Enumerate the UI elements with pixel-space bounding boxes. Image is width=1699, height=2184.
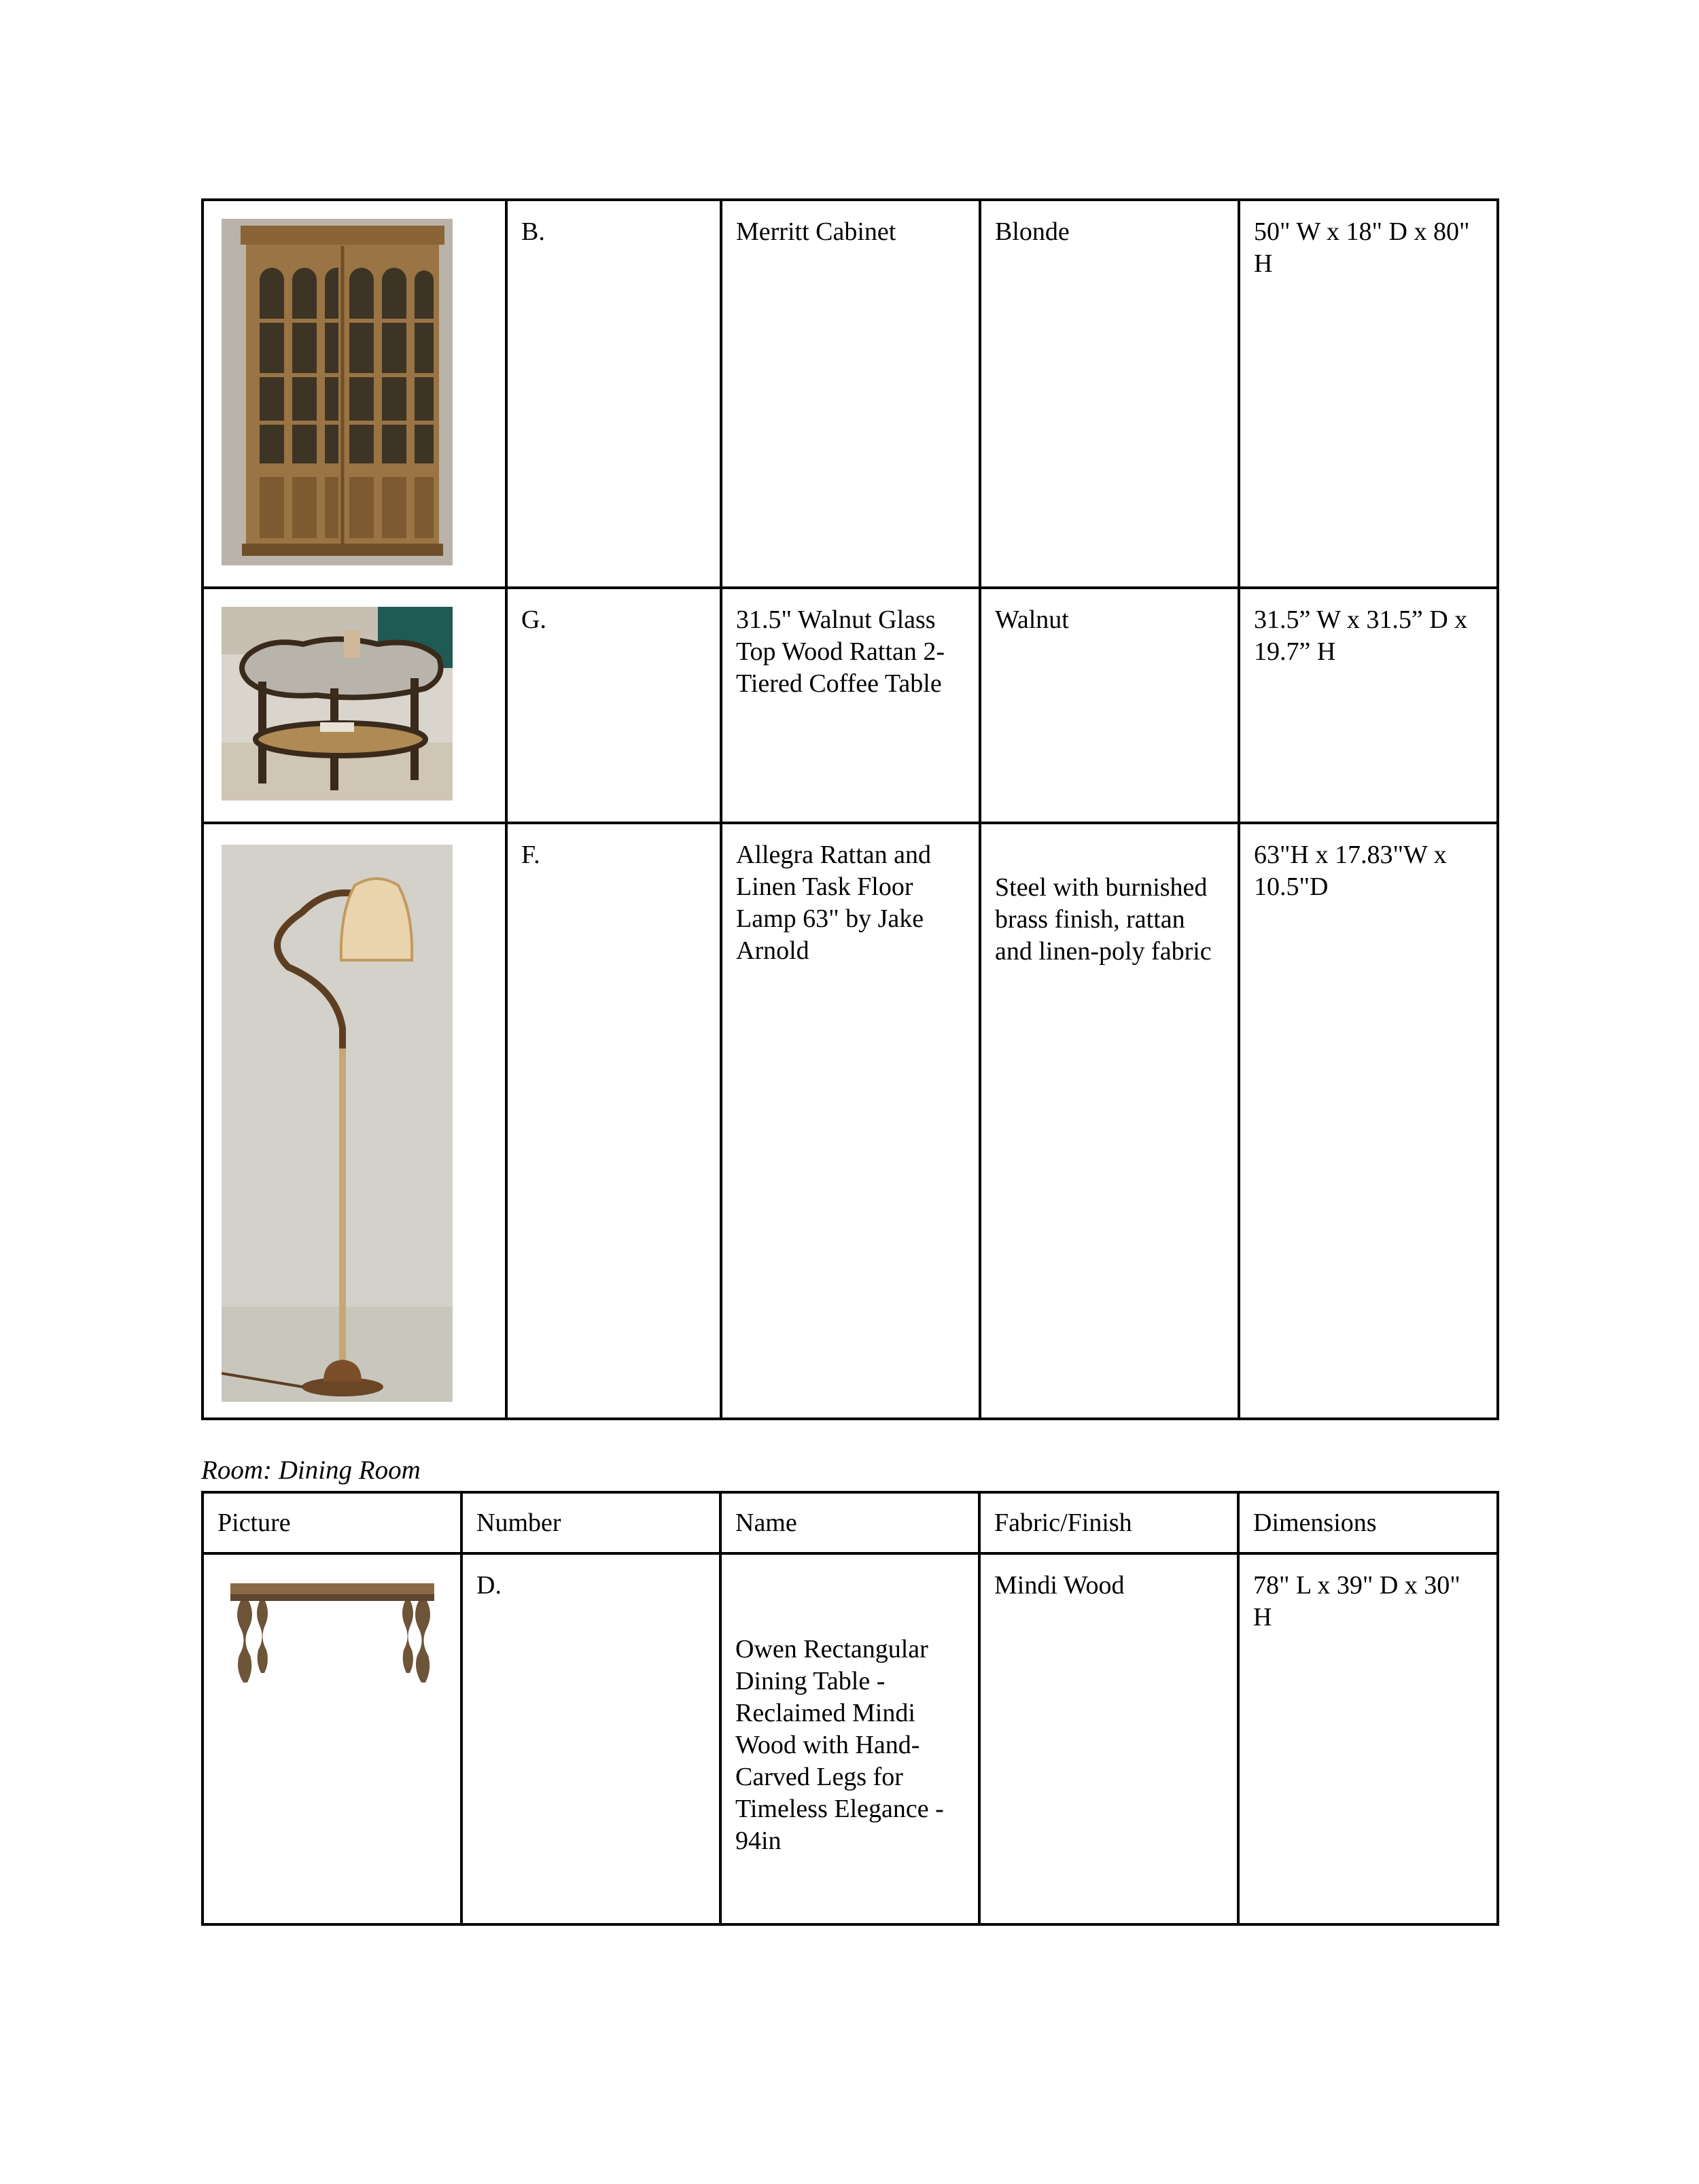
table-row xyxy=(203,1553,1498,1924)
number-cell: G. xyxy=(506,588,721,823)
finish-cell: Steel with burnished brass finish, rattan and linen-poly fabric xyxy=(980,823,1239,1419)
header-row xyxy=(203,1492,1498,1553)
header-name: Name xyxy=(720,1492,979,1553)
dining-room-table xyxy=(201,1491,1499,1926)
dimensions-cell: 50" W x 18" D x 80" H xyxy=(1239,200,1498,588)
name-cell: Merritt Cabinet xyxy=(721,200,980,588)
name-cell: 31.5" Walnut Glass Top Wood Rattan 2-Tiered Coffee Table xyxy=(721,588,980,823)
furniture-table xyxy=(201,198,1499,1420)
finish-cell: Mindi Wood xyxy=(979,1553,1238,1924)
picture-cell xyxy=(203,200,506,588)
table-row xyxy=(203,200,1498,588)
table-row xyxy=(203,823,1498,1419)
number-cell: B. xyxy=(506,200,721,588)
number-cell: F. xyxy=(506,823,721,1419)
picture-cell xyxy=(203,1553,461,1924)
room-label: Room: Dining Room xyxy=(201,1456,421,1485)
header-finish: Fabric/Finish xyxy=(979,1492,1238,1553)
dimensions-cell: 63"H x 17.83"W x 10.5"D xyxy=(1239,823,1498,1419)
name-cell: Owen Rectangular Dining Table - Reclaimed Mindi Wood with Hand-Carved Legs for Timeless Elegance - 94in xyxy=(720,1553,979,1924)
number-cell: D. xyxy=(461,1553,720,1924)
dining-table-image xyxy=(227,1578,438,1687)
floor-lamp-image xyxy=(222,845,453,1402)
header-picture: Picture xyxy=(203,1492,461,1553)
coffee-table-image xyxy=(222,607,453,800)
table-row xyxy=(203,588,1498,823)
picture-cell xyxy=(203,588,506,823)
picture-cell xyxy=(203,823,506,1419)
name-cell: Allegra Rattan and Linen Task Floor Lamp 63" by Jake Arnold xyxy=(721,823,980,1419)
header-number: Number xyxy=(461,1492,720,1553)
finish-cell: Blonde xyxy=(980,200,1239,588)
finish-cell: Walnut xyxy=(980,588,1239,823)
cabinet-image xyxy=(222,219,453,565)
dimensions-cell: 78" L x 39" D x 30" H xyxy=(1238,1553,1498,1924)
header-dimensions: Dimensions xyxy=(1238,1492,1498,1553)
dimensions-cell: 31.5” W x 31.5” D x 19.7” H xyxy=(1239,588,1498,823)
